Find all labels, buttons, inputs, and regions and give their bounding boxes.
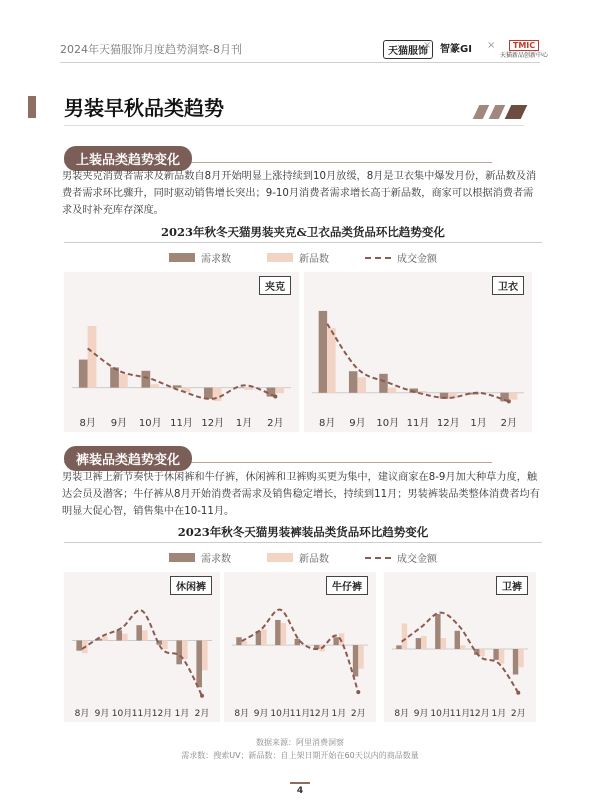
legend-label-demand: 需求数 — [201, 254, 231, 265]
bar-demand — [379, 374, 387, 393]
report-title: 2024年天猫服饰月度趋势洞察-8月刊 — [60, 43, 242, 56]
tmic-logo — [500, 40, 548, 60]
bar-supply — [244, 388, 253, 390]
bar-supply — [388, 388, 396, 393]
x-tick-label: 1月 — [470, 418, 487, 429]
bar-demand — [396, 645, 401, 649]
bar-demand — [333, 637, 338, 645]
bar-demand — [116, 630, 122, 640]
x-tick-label: 9月 — [110, 418, 128, 429]
bar-supply — [460, 645, 465, 649]
chart-legend-pants — [64, 550, 542, 565]
bar-supply — [357, 377, 365, 393]
legend-item-supply — [267, 550, 329, 565]
separator: × — [423, 40, 432, 51]
data-source: 数据来源：阿里消费洞察 — [256, 738, 344, 747]
x-tick-label: 10月 — [430, 709, 451, 719]
title-divider — [64, 125, 524, 126]
x-tick-label: 9月 — [253, 709, 269, 719]
chart-svg-jacket — [64, 272, 299, 432]
x-tick-label: 12月 — [201, 418, 225, 429]
title-decoration — [505, 105, 528, 119]
definition-note: 需求数：搜索UV；新品数：自上架日期开始在60天以内的商品数量 — [181, 751, 419, 760]
legend-label-demand: 需求数 — [201, 554, 231, 565]
section-tag-tops: 上装品类趋势变化 — [64, 146, 192, 171]
legend-swatch-demand — [169, 553, 195, 562]
x-tick-label: 10月 — [376, 418, 400, 429]
sales-end-point — [516, 691, 520, 695]
bar-demand — [513, 649, 518, 675]
x-tick-label: 11月 — [131, 709, 153, 719]
x-tick-label: 2月 — [267, 418, 284, 429]
x-tick-label: 11月 — [449, 709, 471, 719]
chart-panel-hoodie — [304, 272, 532, 432]
page-number-rule — [290, 782, 310, 784]
x-tick-label: 10月 — [270, 709, 291, 719]
x-tick-label: 8月 — [394, 709, 410, 719]
bar-demand — [275, 620, 280, 645]
section-tag-pants: 裤装品类趋势变化 — [64, 446, 192, 471]
bar-demand — [416, 638, 421, 649]
x-tick-label: 9月 — [349, 418, 366, 429]
x-tick-label: 1月 — [331, 709, 347, 719]
bar-supply — [421, 636, 426, 649]
panel-label-jacket: 夹克 — [259, 276, 291, 295]
legend-label-supply: 新品数 — [299, 254, 329, 265]
bar-demand — [295, 639, 300, 645]
legend-label-supply: 新品数 — [299, 554, 329, 565]
bar-demand — [319, 311, 327, 393]
legend-item-supply — [267, 250, 329, 265]
section-text-pants: 男装卫裤上新节奏快于休闲裤和牛仔裤，休闲裤和卫裤购买更为集中，建议商家在8-9月加大种草力度，触达会员及潜客；牛仔裤从8月开始消费者需求及销售稳定增长，持续到11月；男装裤装品类整体消费者均有明显大促心智，销售集中在10-11月。 — [62, 472, 540, 517]
section-text-tops: 男装夹克消费者需求及新品数自8月开始明显上涨持续到10月放缓，8月是卫衣集中爆发月份，新品数及消费者需求环比骤升，同时驱动销售增长突出；9-10月消费者需求增长高于新品数，商家可以根据消费者需求及时补充库存深度。 — [62, 171, 537, 216]
bar-demand — [196, 641, 202, 688]
legend-label-sales: 成交金额 — [397, 254, 437, 265]
x-tick-label: 10月 — [138, 418, 162, 429]
bar-supply — [119, 374, 128, 387]
title-decoration — [473, 105, 490, 119]
x-tick-label: 8月 — [79, 418, 96, 429]
legend-item-sales — [365, 250, 437, 265]
bar-demand — [349, 371, 357, 393]
header-divider — [60, 62, 540, 63]
bar-supply — [509, 393, 517, 400]
chart-title-divider — [64, 242, 542, 243]
sales-end-point — [507, 399, 511, 403]
bar-demand — [435, 614, 440, 649]
bar-demand — [110, 367, 119, 387]
bar-demand — [493, 649, 498, 660]
x-tick-label: 8月 — [74, 709, 90, 719]
sales-end-point — [200, 694, 204, 698]
bar-demand — [76, 641, 82, 651]
title-accent-bar — [28, 96, 36, 118]
tmall-logo: 天猫服饰 — [383, 40, 433, 59]
x-tick-label: 12月 — [151, 709, 173, 719]
x-tick-label: 1月 — [235, 418, 253, 429]
bar-demand — [204, 388, 213, 399]
chart-panel-sweatpants — [384, 572, 536, 722]
bar-supply — [261, 629, 266, 645]
x-tick-label: 11月 — [170, 418, 193, 429]
gi-logo: 智篆GI — [440, 44, 472, 55]
bar-demand — [136, 625, 142, 640]
chart-panel-jacket — [64, 272, 299, 432]
x-tick-label: 11月 — [289, 709, 311, 719]
bar-demand — [79, 360, 88, 388]
x-tick-label: 12月 — [436, 418, 460, 429]
chart-title-tops: 2023年秋冬天猫男装夹克&卫衣品类货品环比趋势变化 — [161, 225, 445, 239]
tmic-logo-text: TMIC — [509, 40, 539, 51]
panel-label-casual-pants: 休闲裤 — [170, 576, 212, 595]
x-tick-label: 2月 — [350, 709, 366, 719]
bar-supply — [499, 649, 504, 664]
panel-label-jeans: 牛仔裤 — [326, 576, 368, 595]
page-title: 男装早秋品类趋势 — [64, 96, 224, 120]
chart-panel-jeans — [224, 572, 376, 722]
legend-swatch-demand — [169, 253, 195, 262]
x-tick-label: 10月 — [111, 709, 133, 719]
legend-swatch-sales — [365, 257, 391, 259]
bar-supply — [281, 623, 286, 645]
x-tick-label: 9月 — [413, 709, 429, 719]
bar-supply — [88, 326, 97, 388]
bar-supply — [358, 645, 363, 669]
legend-item-demand — [169, 250, 231, 265]
bar-demand — [141, 371, 150, 388]
bar-supply — [300, 645, 305, 646]
bar-supply — [275, 388, 284, 394]
chart-legend-tops — [64, 250, 542, 265]
x-tick-label: 12月 — [309, 709, 330, 719]
bar-demand — [455, 631, 460, 649]
x-tick-label: 8月 — [318, 418, 336, 429]
chart-title-pants: 2023年秋冬天猫男装裤装品类货品环比趋势变化 — [177, 525, 429, 539]
tmic-logo-subtitle: 天猫新品创新中心 — [500, 52, 549, 59]
bar-demand — [353, 645, 358, 676]
chart-title-divider — [64, 542, 542, 543]
x-tick-label: 2月 — [500, 418, 518, 429]
x-tick-label: 2月 — [194, 709, 210, 719]
bar-demand — [176, 641, 182, 665]
bar-supply — [479, 649, 484, 656]
bar-supply — [518, 649, 523, 667]
separator: × — [487, 40, 496, 51]
chart-panel-casual-pants — [64, 572, 220, 722]
bar-supply — [441, 638, 446, 649]
panel-label-sweatpants: 卫裤 — [496, 576, 528, 595]
legend-swatch-supply — [267, 253, 293, 262]
title-decoration — [489, 105, 506, 119]
legend-label-sales: 成交金额 — [397, 554, 437, 565]
sales-trend-line — [242, 610, 359, 693]
x-tick-label: 1月 — [491, 709, 507, 719]
bar-supply — [142, 630, 148, 640]
legend-swatch-supply — [267, 553, 293, 562]
page-header — [0, 0, 600, 90]
bar-supply — [182, 641, 188, 660]
bar-supply — [122, 634, 128, 641]
bar-supply — [327, 328, 335, 393]
panel-label-hoodie: 卫衣 — [492, 276, 524, 295]
sales-end-point — [273, 395, 277, 399]
chart-svg-hoodie — [304, 272, 532, 432]
x-tick-label: 12月 — [469, 709, 490, 719]
page-number: 4 — [296, 786, 304, 796]
bar-demand — [236, 637, 241, 645]
x-tick-label: 8月 — [234, 709, 250, 719]
legend-item-sales — [365, 550, 437, 565]
sales-end-point — [356, 690, 360, 694]
x-tick-label: 2月 — [510, 709, 526, 719]
legend-item-demand — [169, 550, 231, 565]
x-tick-label: 9月 — [94, 709, 110, 719]
x-tick-label: 11月 — [406, 418, 430, 429]
bar-supply — [202, 641, 208, 671]
bar-supply — [150, 384, 159, 387]
bar-supply — [162, 641, 168, 650]
legend-swatch-sales — [365, 557, 391, 559]
x-tick-label: 1月 — [174, 709, 190, 719]
bar-supply — [402, 624, 407, 650]
